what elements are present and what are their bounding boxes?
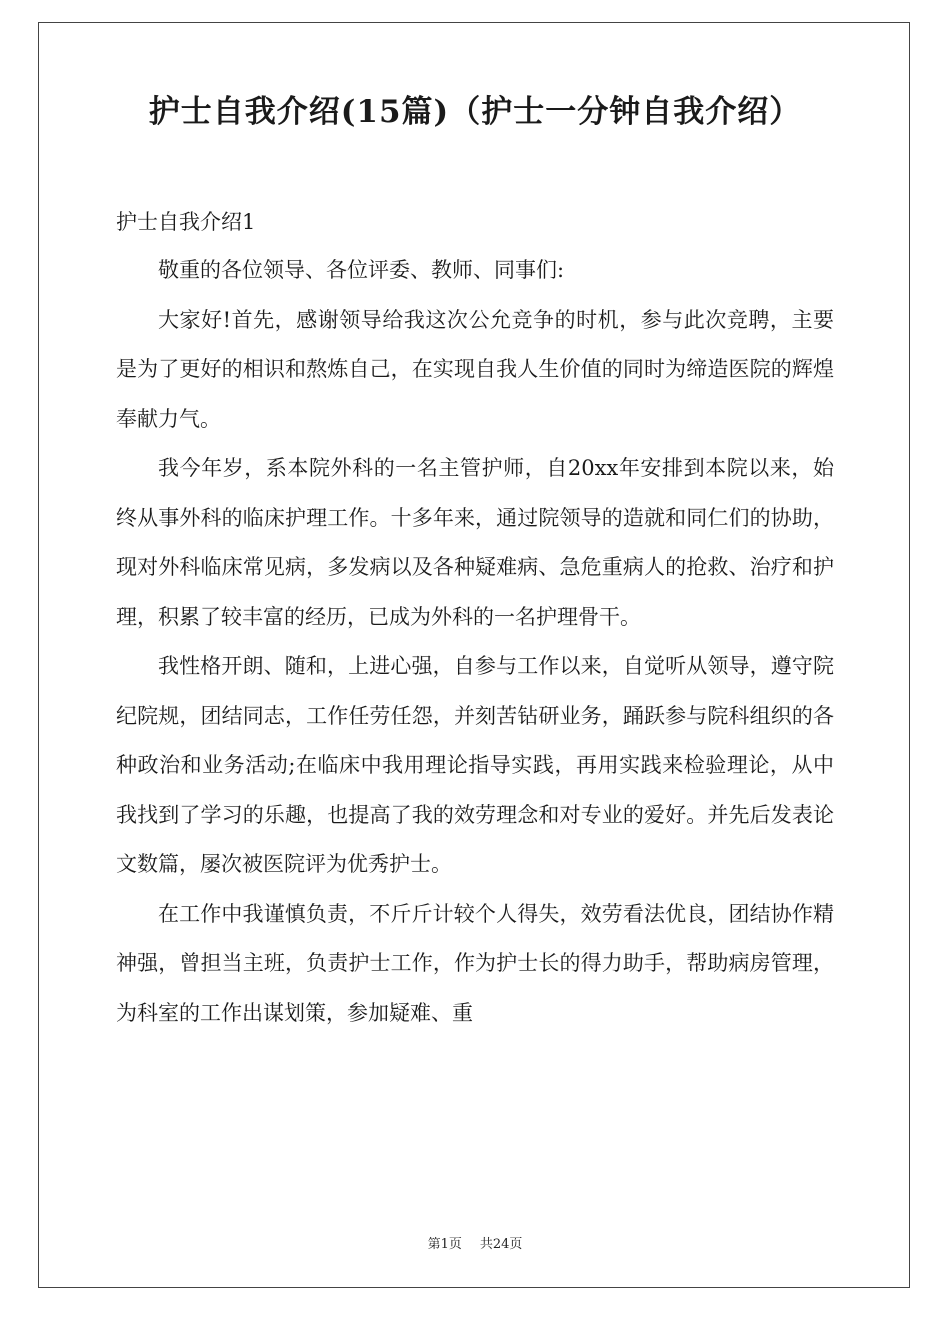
paragraph-background: 我今年岁，系本院外科的一名主管护师，自20xx年安排到本院以来，始终从事外科的临床护理工作。十多年来，通过院领导的造就和同仁们的协助，现对外科临床常见病，多发病以及各种疑难病、急危重病人的抢救、治疗和护理，积累了较丰富的经历，已成为外科的一名护理骨干。 (116, 456, 834, 629)
document-title: 护士自我介绍(15篇)（护士一分钟自我介绍） (148, 94, 802, 130)
paragraph-personality: 我性格开朗、随和，上进心强，自参与工作以来，自觉听从领导，遵守院纪院规，团结同志，工作任劳任怨，并刻苦钻研业务，踊跃参与院科组织的各种政治和业务活动;在临床中我用理论指导实践，再用实践来检验理论，从中我找到了学习的乐趣，也提高了我的效劳理念和对专业的爱好。并先后发表论文数篇，屡次被医院评为优秀护士。 (116, 654, 834, 876)
page-number-total: 共24页 (479, 1237, 523, 1252)
paragraph-greeting: 敬重的各位领导、各位评委、教师、同事们: (158, 258, 565, 282)
paragraph-intro: 大家好!首先，感谢领导给我这次公允竞争的时机，参与此次竞聘，主要是为了更好的相识和熬炼自己，在实现自我人生价值的同时为缔造医院的辉煌奉献力气。 (116, 307, 834, 431)
document-body (116, 198, 834, 1038)
paragraph-work: 在工作中我谨慎负责，不斤斤计较个人得失，效劳看法优良，团结协作精神强，曾担当主班，负责护士工作，作为护士长的得力助手，帮助病房管理，为科室的工作出谋划策，参加疑难、重 (116, 901, 834, 1025)
page-number-current: 第1页 (427, 1237, 462, 1252)
page-footer (0, 1233, 950, 1252)
section-heading: 护士自我介绍1 (116, 210, 256, 234)
